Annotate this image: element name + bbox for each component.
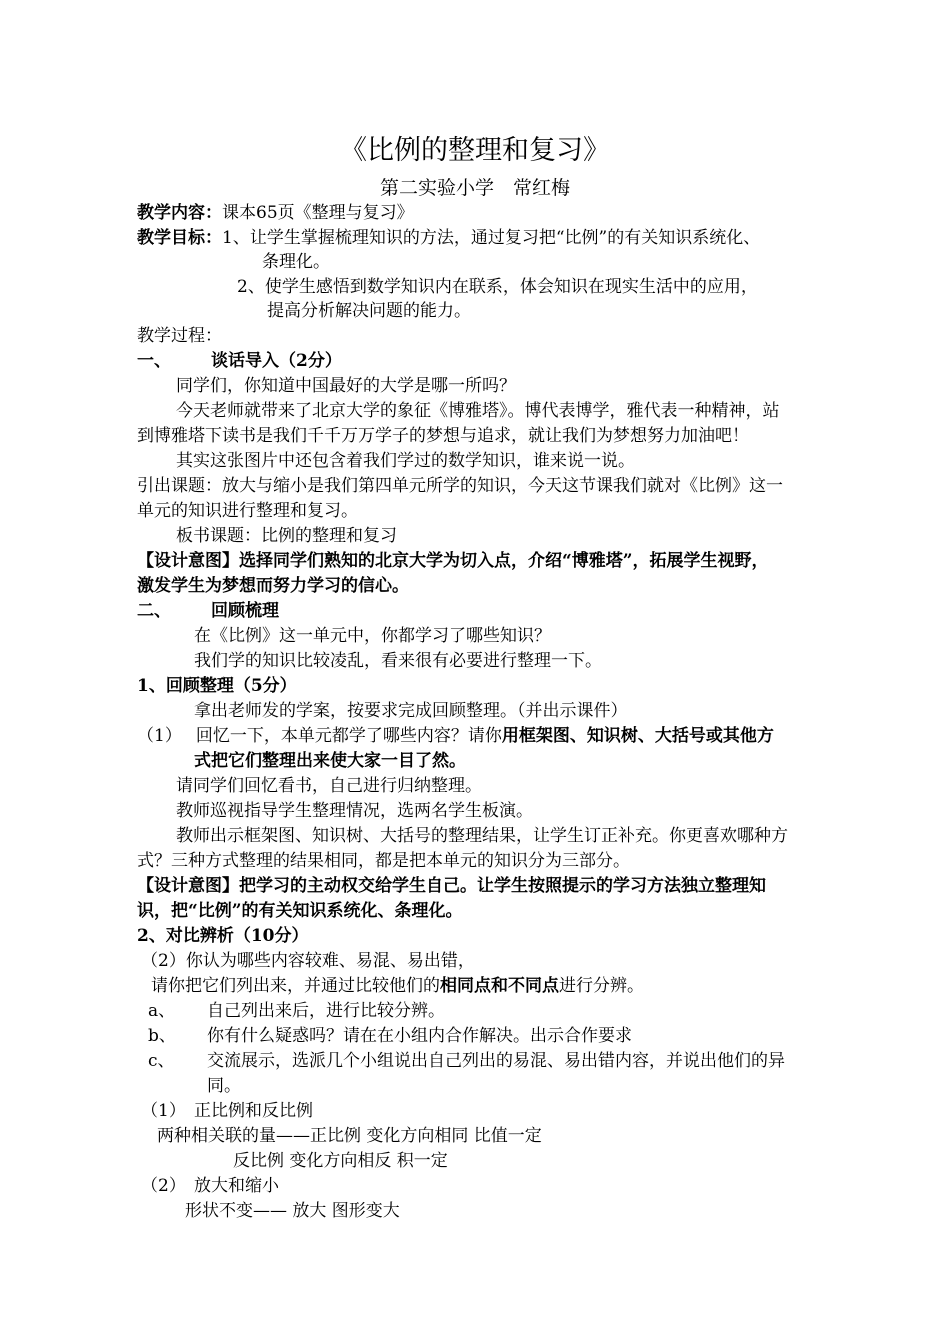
design-intent: 【设计意图】把学习的主动权交给学生自己。让学生按照提示的学习方法独立整理知 xyxy=(137,876,766,896)
design-intent-continued: 激发学生为梦想而努力学习的信心。 xyxy=(137,576,409,596)
item-1-title: 正比例和反比例 xyxy=(194,1101,313,1121)
question-line xyxy=(137,724,774,748)
process-label: 教学过程： xyxy=(137,326,222,346)
paragraph-continued: 式？三种方式整理的结果相同，都是把本单元的知识分为三部分。 xyxy=(137,851,630,871)
section-2-title: 回顾梳理 xyxy=(211,601,279,621)
document-title: 《比例的整理和复习》 xyxy=(340,135,610,166)
question-text: 请你把它们列出来，并通过比较他们的 xyxy=(151,976,440,996)
question-emphasis: 相同点和不同点 xyxy=(440,976,559,996)
question-line: （2）你认为哪些内容较难、易混、易出错， xyxy=(141,951,475,971)
question-number: （1） xyxy=(137,726,182,746)
question-emphasis-continued: 式把它们整理出来使大家一目了然。 xyxy=(194,751,466,771)
section-1-number: 一、 xyxy=(137,351,171,371)
subsection-1-heading: 1、回顾整理（5分） xyxy=(137,676,297,696)
goal-1-text: 1、让学生掌握梳理知识的方法，通过复习把“比例”的有关知识系统化、 xyxy=(222,228,761,248)
item-2-number: （2） xyxy=(141,1176,186,1196)
item-2-line: 形状不变—— 放大 图形变大 xyxy=(185,1201,400,1221)
paragraph-continued: 单元的知识进行整理和复习。 xyxy=(137,501,358,521)
question-emphasis: 用框架图、知识树、大括号或其他方 xyxy=(501,726,774,746)
step-a-label: a、 xyxy=(148,1001,176,1021)
question-line-continued xyxy=(151,974,644,998)
paragraph: 板书课题：比例的整理和复习 xyxy=(176,526,397,546)
goal-line-1 xyxy=(137,226,760,250)
subsection-2-heading: 2、对比辨析（10分） xyxy=(137,926,309,946)
step-b-label: b、 xyxy=(148,1026,176,1046)
question-text-end: 进行分辨。 xyxy=(559,976,644,996)
paragraph: 在《比例》这一单元中，你都学习了哪些知识？ xyxy=(194,626,551,646)
item-1-number: （1） xyxy=(141,1101,186,1121)
design-intent-continued: 识，把“比例”的有关知识系统化、条理化。 xyxy=(137,901,463,921)
step-b-text: 你有什么疑惑吗？请在在小组内合作解决。出示合作要求 xyxy=(207,1026,632,1046)
step-c-text-continued: 同。 xyxy=(207,1076,241,1096)
section-1-heading xyxy=(137,349,342,373)
goals-label: 教学目标： xyxy=(137,228,222,248)
paragraph: 教师出示框架图、知识树、大括号的整理结果，让学生订正补充。你更喜欢哪种方 xyxy=(176,826,788,846)
paragraph: 今天老师就带来了北京大学的象征《博雅塔》。博代表博学，雅代表一种精神，站 xyxy=(176,401,780,421)
goal-2-continued: 提高分析解决问题的能力。 xyxy=(267,301,471,321)
content-line xyxy=(137,201,414,225)
author-line: 第二实验小学 常红梅 xyxy=(379,177,570,199)
section-2-heading xyxy=(137,599,279,623)
goal-2-text: 2、使学生感悟到数学知识内在联系，体会知识在现实生活中的应用， xyxy=(237,277,758,297)
section-1-title: 谈话导入（2分） xyxy=(211,351,342,371)
section-2-number: 二、 xyxy=(137,601,171,621)
item-1-line: 两种相关联的量——正比例 变化方向相同 比值一定 xyxy=(157,1126,542,1146)
paragraph-continued: 到博雅塔下读书是我们千千万万学子的梦想与追求，就让我们为梦想努力加油吧！ xyxy=(137,426,749,446)
paragraph: 教师巡视指导学生整理情况，选两名学生板演。 xyxy=(176,801,533,821)
paragraph: 同学们，你知道中国最好的大学是哪一所吗？ xyxy=(176,376,516,396)
design-intent: 【设计意图】选择同学们熟知的北京大学为切入点，介绍“博雅塔”，拓展学生视野， xyxy=(137,551,769,571)
content-label: 教学内容： xyxy=(137,203,222,223)
step-c-text: 交流展示，选派几个小组说出自己列出的易混、易出错内容，并说出他们的异 xyxy=(207,1051,785,1071)
paragraph: 拿出老师发的学案，按要求完成回顾整理。（并出示课件） xyxy=(194,701,628,721)
step-c-label: c、 xyxy=(148,1051,175,1071)
item-2-title: 放大和缩小 xyxy=(194,1176,279,1196)
goal-1-continued: 条理化。 xyxy=(262,252,330,272)
item-1-line: 反比例 变化方向相反 积一定 xyxy=(233,1151,448,1171)
paragraph: 请同学们回忆看书，自己进行归纳整理。 xyxy=(176,776,482,796)
content-text: 课本65页《整理与复习》 xyxy=(222,203,414,223)
paragraph: 其实这张图片中还包含着我们学过的数学知识，谁来说一说。 xyxy=(176,451,635,471)
step-a-text: 自己列出来后，进行比较分辨。 xyxy=(207,1001,445,1021)
paragraph: 引出课题：放大与缩小是我们第四单元所学的知识，今天这节课我们就对《比例》这一 xyxy=(137,476,783,496)
question-text: 回忆一下，本单元都学了哪些内容？请你 xyxy=(195,726,502,746)
paragraph: 我们学的知识比较凌乱，看来很有必要进行整理一下。 xyxy=(194,651,602,671)
